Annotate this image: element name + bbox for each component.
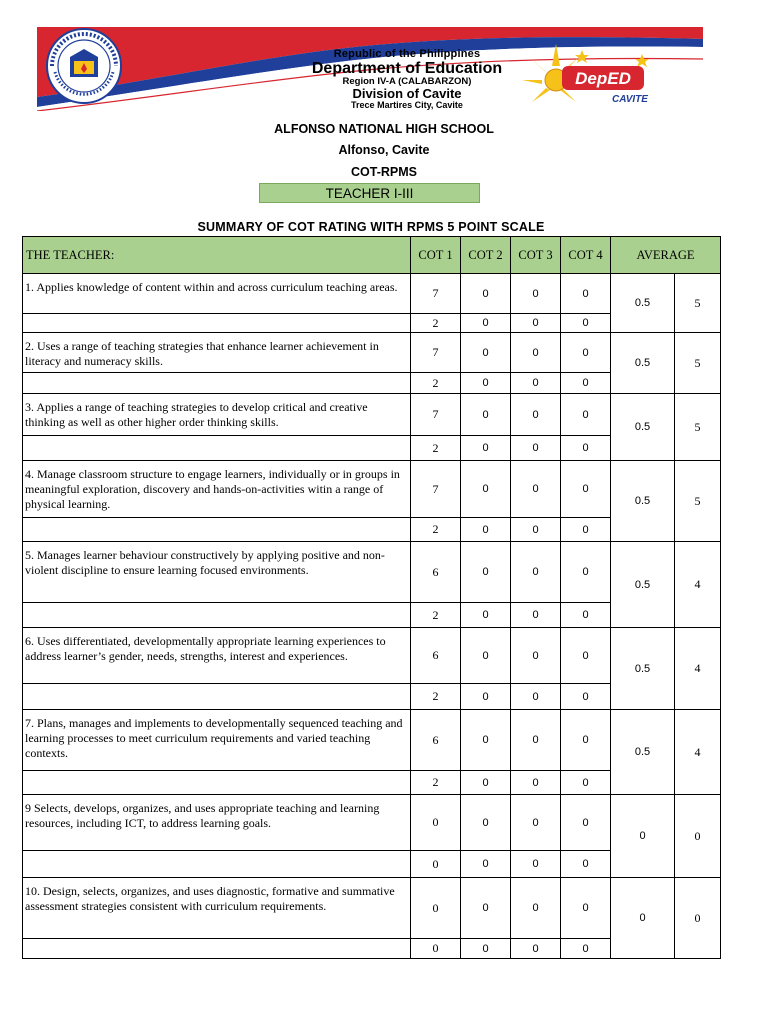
cot1-score: 6	[411, 542, 461, 603]
cot4-score: 0	[561, 461, 611, 518]
average-value: 0.5	[611, 542, 675, 628]
indicator-blank-cell	[23, 939, 411, 959]
cot1-score: 7	[411, 394, 461, 436]
teacher-level-badge: TEACHER I-III	[259, 183, 480, 203]
table-row	[23, 710, 721, 771]
cot4-sub-score: 0	[561, 771, 611, 795]
cot1-score: 7	[411, 461, 461, 518]
cot4-score: 0	[561, 333, 611, 373]
cot3-score: 0	[511, 878, 561, 939]
indicator-text: 3. Applies a range of teaching strategies to develop critical and creative thinking as well as other higher order thinking skills.	[23, 394, 411, 436]
cot3-sub-score: 0	[511, 436, 561, 461]
cot1-score: 6	[411, 628, 461, 684]
rpms-scale-value: 5	[675, 461, 721, 542]
cot-rating-table	[22, 236, 721, 959]
republic-label: Republic of the Philippines	[333, 48, 481, 60]
cot3-sub-score: 0	[511, 518, 561, 542]
indicator-blank-cell	[23, 771, 411, 795]
indicator-blank-cell	[23, 373, 411, 394]
rpms-scale-value: 5	[675, 333, 721, 394]
cot1-score: 0	[411, 878, 461, 939]
indicator-blank-cell	[23, 314, 411, 333]
school-name: ALFONSO NATIONAL HIGH SCHOOL	[274, 122, 494, 136]
school-location: Alfonso, Cavite	[338, 143, 430, 157]
table-row	[23, 394, 721, 436]
cot4-score: 0	[561, 394, 611, 436]
cot4-sub-score: 0	[561, 518, 611, 542]
cot4-score: 0	[561, 710, 611, 771]
cot2-score: 0	[461, 461, 511, 518]
header-average: AVERAGE	[611, 237, 721, 274]
table-header-row	[23, 237, 721, 274]
header-cot1: COT 1	[411, 237, 461, 274]
rpms-scale-value: 0	[675, 795, 721, 878]
cot3-sub-score: 0	[511, 771, 561, 795]
city-label: Trece Martires City, Cavite	[351, 99, 463, 110]
cot3-score: 0	[511, 542, 561, 603]
cot2-score: 0	[461, 274, 511, 314]
indicator-text: 7. Plans, manages and implements to developmentally sequenced teaching and learning processes to meet curriculum requirements and varied teaching contexts.	[23, 710, 411, 771]
cot4-sub-score: 0	[561, 851, 611, 878]
table-row	[23, 628, 721, 684]
cot3-score: 0	[511, 710, 561, 771]
indicator-text: 6. Uses differentiated, developmentally appropriate learning experiences to address learner’s gender, needs, strengths, interest and experiences.	[23, 628, 411, 684]
cot4-score: 0	[561, 795, 611, 851]
cot3-sub-score: 0	[511, 314, 561, 333]
cot2-score: 0	[461, 628, 511, 684]
average-value: 0.5	[611, 274, 675, 333]
cot3-score: 0	[511, 333, 561, 373]
cot1-score: 7	[411, 274, 461, 314]
average-value: 0	[611, 878, 675, 959]
rpms-scale-value: 4	[675, 542, 721, 628]
cot2-score: 0	[461, 795, 511, 851]
cot4-sub-score: 0	[561, 373, 611, 394]
rpms-scale-value: 4	[675, 628, 721, 710]
cot2-score: 0	[461, 542, 511, 603]
logo-deped-text: DepED	[575, 69, 631, 88]
deped-seal-icon	[37, 27, 131, 105]
cot3-score: 0	[511, 628, 561, 684]
rpms-scale-value: 0	[675, 878, 721, 959]
cot2-sub-score: 0	[461, 436, 511, 461]
cot3-score: 0	[511, 795, 561, 851]
average-value: 0.5	[611, 710, 675, 795]
table-row	[23, 795, 721, 851]
cot3-sub-score: 0	[511, 373, 561, 394]
cot3-sub-score: 0	[511, 603, 561, 628]
indicator-blank-cell	[23, 684, 411, 710]
rpms-scale-value: 4	[675, 710, 721, 795]
cot2-sub-score: 0	[461, 373, 511, 394]
cot2-score: 0	[461, 394, 511, 436]
average-value: 0	[611, 795, 675, 878]
cot1-sub-score: 2	[411, 314, 461, 333]
cot4-sub-score: 0	[561, 603, 611, 628]
header-the-teacher: THE TEACHER:	[23, 237, 411, 274]
table-row	[23, 878, 721, 939]
department-label: Department of Education	[311, 59, 503, 77]
cot2-sub-score: 0	[461, 684, 511, 710]
cot1-sub-score: 2	[411, 684, 461, 710]
deped-header-text	[247, 49, 567, 110]
indicator-text: 5. Manages learner behaviour constructively by applying positive and non-violent discipline to ensure learning focused environments.	[23, 542, 411, 603]
cot2-score: 0	[461, 878, 511, 939]
cot2-sub-score: 0	[461, 518, 511, 542]
cot2-sub-score: 0	[461, 851, 511, 878]
program-title: COT-RPMS	[351, 165, 417, 179]
table-row	[23, 274, 721, 314]
cot1-sub-score: 2	[411, 373, 461, 394]
cot1-sub-score: 0	[411, 939, 461, 959]
cot4-sub-score: 0	[561, 684, 611, 710]
cot4-sub-score: 0	[561, 436, 611, 461]
cot4-score: 0	[561, 628, 611, 684]
header-cot4: COT 4	[561, 237, 611, 274]
cot1-score: 6	[411, 710, 461, 771]
logo-cavite-text: CAVITE	[612, 94, 648, 105]
indicator-blank-cell	[23, 518, 411, 542]
cot1-sub-score: 2	[411, 436, 461, 461]
table-row	[23, 461, 721, 518]
rpms-scale-value: 5	[675, 394, 721, 461]
cot1-score: 7	[411, 333, 461, 373]
cot4-sub-score: 0	[561, 939, 611, 959]
region-label: Region IV-A (CALABARZON)	[342, 76, 472, 88]
cot4-score: 0	[561, 274, 611, 314]
header-cot3: COT 3	[511, 237, 561, 274]
indicator-text: 2. Uses a range of teaching strategies that enhance learner achievement in literacy and numeracy skills.	[23, 333, 411, 373]
indicator-text: 10. Design, selects, organizes, and uses diagnostic, formative and summative assessment strategies consistent with curriculum requirements.	[23, 878, 411, 939]
table-row	[23, 542, 721, 603]
header-cot2: COT 2	[461, 237, 511, 274]
cot2-score: 0	[461, 710, 511, 771]
indicator-blank-cell	[23, 603, 411, 628]
cot2-sub-score: 0	[461, 771, 511, 795]
average-value: 0.5	[611, 461, 675, 542]
indicator-blank-cell	[23, 851, 411, 878]
cot3-score: 0	[511, 274, 561, 314]
cot1-sub-score: 2	[411, 771, 461, 795]
average-value: 0.5	[611, 394, 675, 461]
table-body	[23, 274, 721, 959]
division-label: Division of Cavite	[352, 86, 462, 102]
cot2-sub-score: 0	[461, 939, 511, 959]
average-value: 0.5	[611, 628, 675, 710]
table-row	[23, 333, 721, 373]
indicator-text: 4. Manage classroom structure to engage learners, individually or in groups in meaningful exploration, discovery and hands-on-activities witin a range of physical learning.	[23, 461, 411, 518]
cot3-score: 0	[511, 394, 561, 436]
indicator-blank-cell	[23, 436, 411, 461]
summary-title: SUMMARY OF COT RATING WITH RPMS 5 POINT SCALE	[197, 220, 545, 234]
rpms-scale-value: 5	[675, 274, 721, 333]
cot2-score: 0	[461, 333, 511, 373]
cot3-sub-score: 0	[511, 939, 561, 959]
cot1-sub-score: 2	[411, 518, 461, 542]
cot2-sub-score: 0	[461, 314, 511, 333]
cot4-score: 0	[561, 542, 611, 603]
cot1-sub-score: 2	[411, 603, 461, 628]
indicator-text: 1. Applies knowledge of content within and across curriculum teaching areas.	[23, 274, 411, 314]
cot1-score: 0	[411, 795, 461, 851]
cot2-sub-score: 0	[461, 603, 511, 628]
cot3-score: 0	[511, 461, 561, 518]
average-value: 0.5	[611, 333, 675, 394]
cot1-sub-score: 0	[411, 851, 461, 878]
cot4-score: 0	[561, 878, 611, 939]
cot4-sub-score: 0	[561, 314, 611, 333]
cot3-sub-score: 0	[511, 684, 561, 710]
cot3-sub-score: 0	[511, 851, 561, 878]
deped-cavite-logo-icon	[522, 40, 662, 112]
indicator-text: 9 Selects, develops, organizes, and uses appropriate teaching and learning resources, including ICT, to address learning goals.	[23, 795, 411, 851]
